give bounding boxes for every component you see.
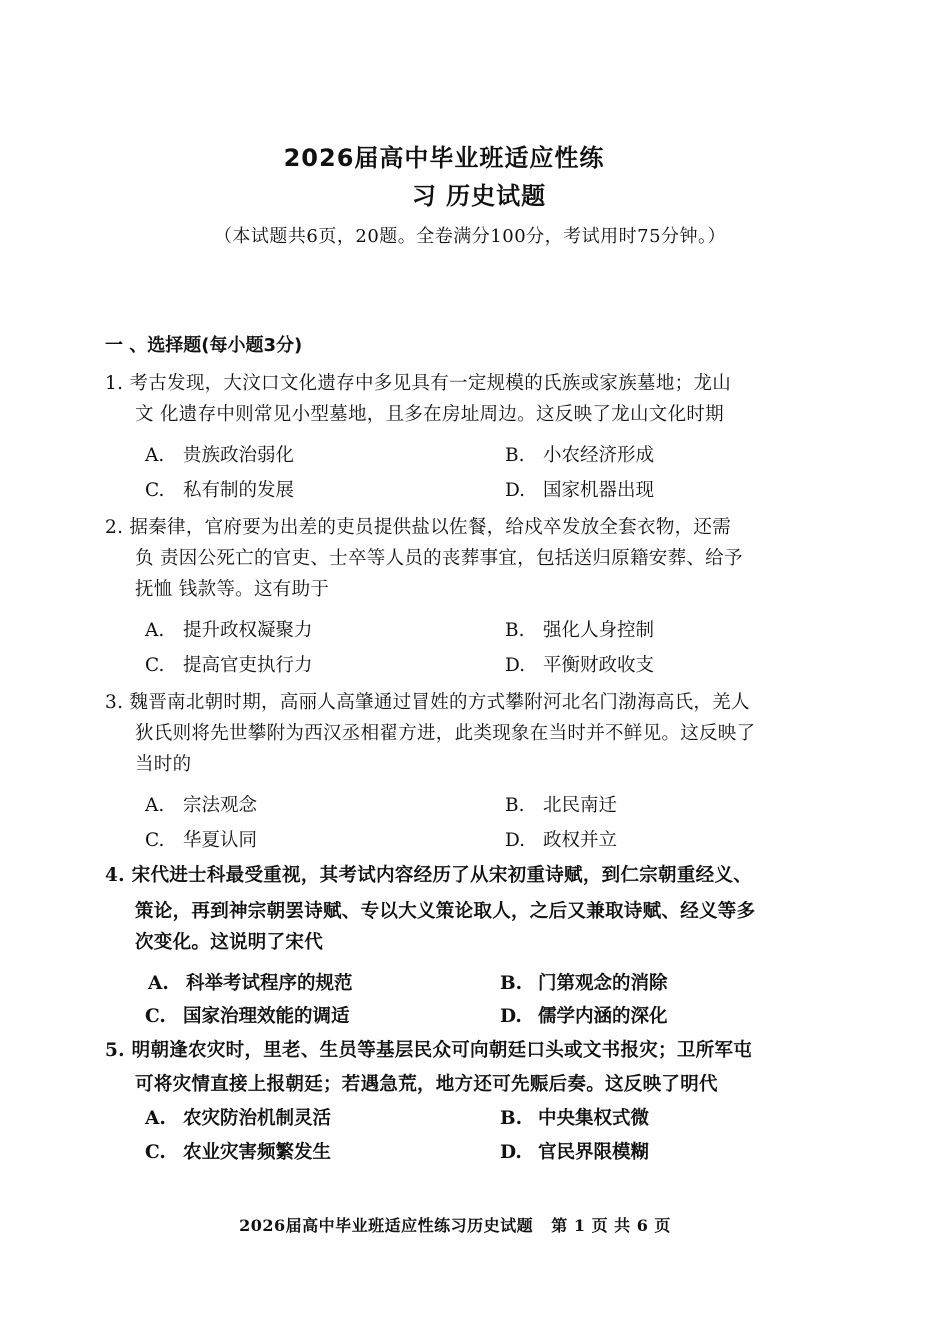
question-1-option-c [145,476,294,502]
question-5-option-d [500,1138,649,1164]
question-3-option-c [145,826,257,852]
option-letter: B. [505,445,525,466]
option-text: 贵族政治弱化 [183,445,295,466]
option-text: 华夏认同 [183,830,258,851]
question-1-line-2: 文 化遗存中则常见小型墓地，且多在房址周边。这反映了龙山文化时期 [135,404,724,425]
title-line-2: 习 历史试题 [411,182,547,210]
question-2-option-c [145,651,313,677]
option-letter: C. [145,1006,166,1027]
option-letter: A. [145,620,165,641]
option-text: 门第观念的消除 [538,973,668,994]
option-text: 中央集权式微 [538,1108,650,1129]
option-text: 提高官吏执行力 [183,655,313,676]
question-5-option-a [145,1104,331,1130]
option-text: 强化人身控制 [543,620,655,641]
option-text: 农业灾害频繁发生 [183,1142,332,1163]
question-5-line-1: 5. 明朝逢农灾时，里老、生员等基层民众可向朝廷口头或文书报灾；卫所军屯 [105,1040,753,1061]
question-1-option-d [505,476,654,502]
option-letter: C. [145,830,165,851]
option-letter: D. [505,655,526,676]
option-text: 平衡财政收支 [543,655,655,676]
exam-instructions: （本试题共6页，20题。全卷满分100分，考试用时75分钟。） [213,226,727,247]
question-2-option-a [145,616,313,642]
option-letter: D. [500,1006,522,1027]
question-2-option-b [505,616,654,642]
option-text: 国家治理效能的调适 [183,1006,350,1027]
question-3-option-a [145,791,257,817]
option-letter: D. [500,1142,522,1163]
option-letter: D. [505,480,526,501]
option-letter: C. [145,655,165,676]
question-4-option-d [500,1002,668,1028]
question-5-option-c [145,1138,331,1164]
option-letter: A. [145,445,165,466]
option-text: 小农经济形成 [543,445,655,466]
question-5-option-b [500,1104,649,1130]
question-2-line-3: 抚恤 钱款等。这有助于 [135,579,330,600]
question-3-line-2: 狄氏则将先世攀附为西汉丞相翟方进，此类现象在当时并不鲜见。这反映了 [135,723,756,744]
option-letter: B. [505,620,525,641]
question-4-line-1: 4. 宋代进士科最受重视，其考试内容经历了从宋初重诗赋，到仁宗朝重经义、 [105,865,753,886]
question-4-option-a [148,969,353,995]
question-4-line-2: 策论，再到神宗朝罢诗赋、专以大义策论取人，之后又兼取诗赋、经义等多 [135,901,756,922]
option-text: 官民界限模糊 [538,1142,650,1163]
question-4-option-c [145,1002,350,1028]
option-letter: A. [145,795,165,816]
question-1-option-a [145,441,294,467]
option-letter: C. [145,480,165,501]
option-text: 儒学内涵的深化 [538,1006,668,1027]
section-heading: 一 、选择题(每小题3分) [105,335,303,356]
option-text: 北民南迁 [543,795,618,816]
option-letter: B. [505,795,525,816]
option-text: 私有制的发展 [183,480,295,501]
question-3-option-d [505,826,617,852]
option-letter: C. [145,1142,166,1163]
option-letter: B. [500,1108,523,1129]
option-text: 提升政权凝聚力 [183,620,313,641]
option-text: 国家机器出现 [543,480,655,501]
option-letter: D. [505,830,526,851]
option-text: 宗法观念 [183,795,258,816]
question-2-line-2: 负 责因公死亡的官吏、士卒等人员的丧葬事宜，包括送归原籍安葬、给予 [135,548,743,569]
option-text: 政权并立 [543,830,618,851]
option-letter: B. [500,973,523,994]
question-4-option-b [500,969,668,995]
question-1-line-1: 1. 考古发现，大汶口文化遗存中多见具有一定规模的氏族或家族墓地；龙山 [105,373,732,394]
option-text: 农灾防治机制灵活 [183,1108,332,1129]
question-3-line-1: 3. 魏晋南北朝时期，高丽人高肇通过冒姓的方式攀附河北名门渤海高氏，羌人 [105,692,750,713]
question-1-option-b [505,441,654,467]
option-letter: A. [148,973,169,994]
question-2-line-1: 2. 据秦律，官府要为出差的吏员提供盐以佐餐，给戍卒发放全套衣物，还需 [105,517,732,538]
question-4-line-3: 次变化。这说明了宋代 [135,932,324,953]
question-3-option-b [505,791,617,817]
question-5-line-2: 可将灾情直接上报朝廷；若遇急荒，地方还可先赈后奏。这反映了明代 [135,1074,718,1095]
title-line-1: 2026届高中毕业班适应性练 [283,144,605,172]
option-letter: A. [145,1108,166,1129]
question-2-option-d [505,651,654,677]
page-footer: 2026届高中毕业班适应性练习历史试题 第 1 页 共 6 页 [239,1216,671,1235]
option-text: 科举考试程序的规范 [186,973,353,994]
question-3-line-3: 当时的 [135,754,192,775]
